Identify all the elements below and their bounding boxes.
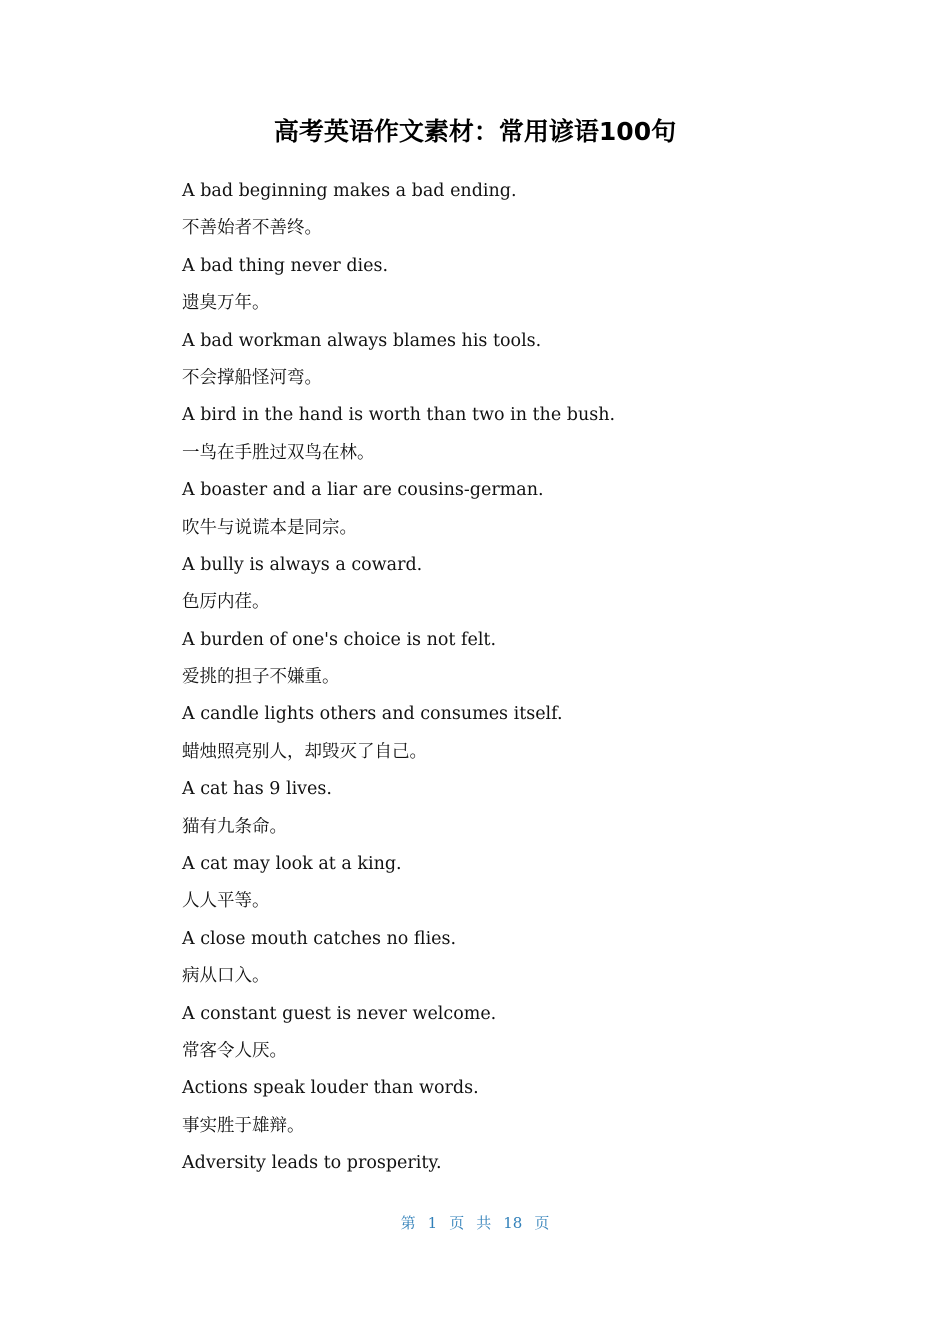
proverb-chinese: 遗臭万年。 — [182, 293, 270, 314]
proverb-english: A candle lights others and consumes itself. — [182, 704, 563, 725]
page-title: 高考英语作文素材：常用谚语100句 — [273, 117, 677, 146]
proverb-chinese: 病从口入。 — [182, 966, 270, 987]
proverb-english: A cat has 9 lives. — [182, 779, 332, 800]
proverb-english: A bad workman always blames his tools. — [182, 330, 542, 351]
proverb-english: A bad beginning makes a bad ending. — [182, 181, 517, 201]
proverb-chinese: 不会撑船怪河弯。 — [182, 367, 322, 388]
proverb-chinese: 人人平等。 — [182, 891, 270, 912]
proverb-english: Actions speak louder than words. — [182, 1078, 479, 1099]
footer-page-unit: 页 — [449, 1214, 465, 1232]
proverb-chinese: 事实胜于雄辩。 — [182, 1115, 305, 1136]
proverb-chinese: 蜡烛照亮别人，却毁灭了自己。 — [182, 741, 427, 762]
proverb-chinese: 一鸟在手胜过双鸟在林。 — [182, 442, 375, 463]
proverb-english: A bully is always a coward. — [182, 554, 423, 575]
proverb-chinese: 常客令人厌。 — [182, 1040, 287, 1061]
proverb-english: A boaster and a liar are cousins-german. — [182, 480, 544, 501]
proverb-chinese: 色厉内荏。 — [182, 592, 270, 613]
footer-total-pages: 18 — [503, 1214, 523, 1232]
proverb-list — [182, 175, 862, 1185]
proverb-chinese: 吹牛与说谎本是同宗。 — [182, 517, 357, 538]
proverb-chinese: 猫有九条命。 — [182, 816, 287, 837]
proverb-chinese: 不善始者不善终。 — [182, 218, 322, 239]
footer-page-label: 第 — [400, 1214, 416, 1232]
proverb-english: A bad thing never dies. — [182, 255, 389, 276]
proverb-english: A close mouth catches no flies. — [182, 928, 457, 949]
footer-total-label: 共 — [476, 1214, 492, 1232]
page-footer — [0, 1212, 950, 1233]
footer-total-unit: 页 — [534, 1214, 550, 1232]
proverb-chinese: 爱挑的担子不嫌重。 — [182, 667, 340, 688]
proverb-english: A bird in the hand is worth than two in the bush. — [182, 405, 616, 426]
proverb-english: A burden of one's choice is not felt. — [182, 629, 497, 650]
proverb-english: A cat may look at a king. — [182, 854, 402, 875]
proverb-english: A constant guest is never welcome. — [182, 1003, 497, 1024]
footer-current-page: 1 — [427, 1214, 438, 1232]
proverb-english: Adversity leads to prosperity. — [182, 1153, 442, 1174]
